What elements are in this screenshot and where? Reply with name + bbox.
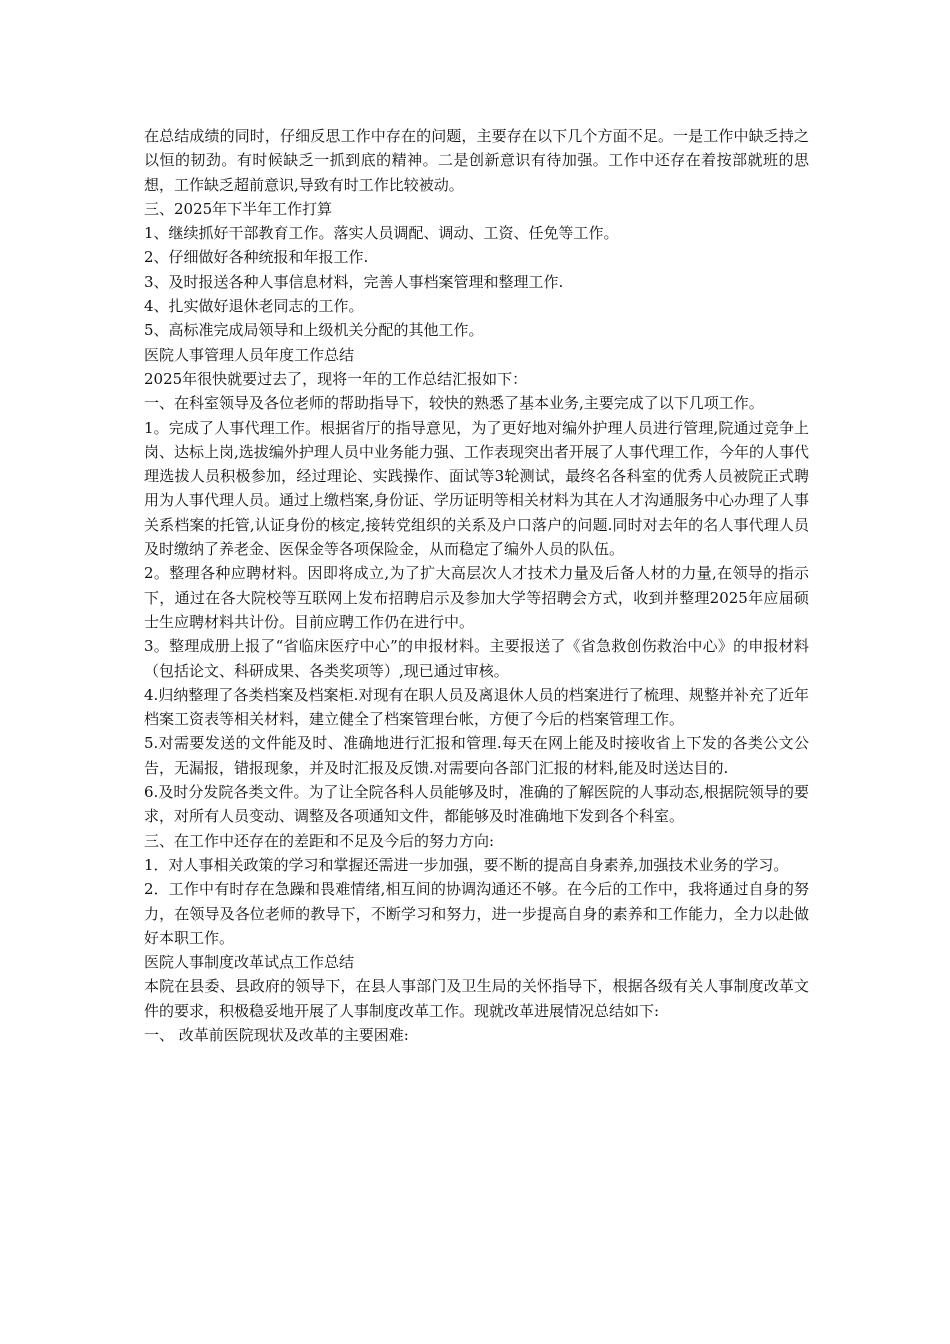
heading-section-three: 三、在工作中还存在的差距和不足及今后的努力方向: [144, 831, 495, 850]
heading-section-one: 一、在科室领导及各位老师的帮助指导下，较快的熟悉了基本业务,主要完成了以下几项工作。 [144, 394, 764, 413]
list-item: 4.归纳整理了各类档案及档案柜.对现有在职人员及离退休人员的档案进行了梳理、规整并补充了近年档案工资表等相关材料，建立健全了档案管理台帐，方便了今后的档案管理工作。 [144, 685, 809, 729]
list-item: 1、继续抓好干部教育工作。落实人员调配、调动、工资、任免等工作。 [144, 224, 619, 243]
heading-reform-one: 一、 改革前医院现状及改革的主要困难: [144, 1025, 409, 1044]
list-item: 2。整理各种应聘材料。因即将成立,为了扩大高层次人才技术力量及后备人材的力量,在领导的指示下，通过在各大院校等互联网上发布招聘启示及参加大学等招聘会方式，收到并整理2025年应届硕士生应聘材料共计份。目前应聘工作仍在进行中。 [144, 564, 809, 631]
list-item: 1．对人事相关政策的学习和掌握还需进一步加强，要不断的提高自身素养,加强技术业务的学习。 [144, 855, 789, 874]
paragraph-shortcomings: 在总结成绩的同时，仔细反思工作中存在的问题，主要存在以下几个方面不足。一是工作中缺乏持之以恒的韧劲。有时候缺乏一抓到底的精神。二是创新意识有待加强。工作中还存在着按部就班的思想，工作缺乏超前意识,导致有时工作比较被动。 [144, 127, 809, 194]
paragraph-reform-intro: 本院在县委、县政府的领导下，在县人事部门及卫生局的关怀指导下，根据各级有关人事制度改革文件的要求，积极稳妥地开展了人事制度改革工作。现就改革进展情况总结如下: [144, 977, 809, 1020]
list-item: 6.及时分发院各类文件。为了让全院各科人员能够及时，准确的了解医院的人事动态,根据院领导的要求，对所有人员变动、调整及各项通知文件，都能够及时准确地下发到各个科室。 [144, 783, 809, 826]
list-item: 3。整理成册上报了“省临床医疗中心”的申报材料。主要报送了《省急救创伤救治中心》的申报材料（包括论文、科研成果、各类奖项等）,现已通过审核。 [144, 637, 809, 680]
list-item: 4、扎实做好退休老同志的工作。 [144, 297, 364, 316]
list-item: 5、高标准完成局领导和上级机关分配的其他工作。 [144, 321, 484, 340]
section-title: 医院人事管理人员年度工作总结 [144, 345, 355, 364]
heading-plan: 三、2025年下半年工作打算 [144, 199, 333, 218]
list-item: 2、仔细做好各种统报和年报工作. [144, 248, 369, 267]
document-body [144, 124, 809, 1047]
paragraph-intro: 2025年很快就要过去了，现将一年的工作总结汇报如下： [144, 369, 528, 388]
list-item: 3、及时报送各种人事信息材料，完善人事档案管理和整理工作. [144, 272, 564, 291]
section-title: 医院人事制度改革试点工作总结 [144, 953, 355, 972]
list-item: 1。完成了人事代理工作。根据省厅的指导意见，为了更好地对编外护理人员进行管理,院通过竞争上岗、达标上岗,选拔编外护理人员中业务能力强、工作表现突出者开展了人事代理工作，今年的人事代理选拔人员积极参加，经过理论、实践操作、面试等3轮测试，最终名各科室的优秀人员被院正式聘用为人事代理人员。通过上缴档案,身份证、学历证明等相关材料为其在人才沟通服务中心办理了人事关系档案的托管,认证身份的核定,接转党组织的关系及户口落户的问题.同时对去年的名人事代理人员及时缴纳了养老金、医保金等各项保险金，从而稳定了编外人员的队伍。 [144, 418, 809, 559]
list-item: 2．工作中有时存在急躁和畏难情绪,相互间的协调沟通还不够。在今后的工作中，我将通过自身的努力，在领导及各位老师的教导下，不断学习和努力，进一步提高自身的素养和工作能力，全力以赴做好本职工作。 [144, 880, 809, 947]
list-item: 5.对需要发送的文件能及时、准确地进行汇报和管理.每天在网上能及时接收省上下发的各类公文公告，无漏报，错报现象，并及时汇报及反馈.对需要向各部门汇报的材料,能及时送达目的. [144, 734, 809, 777]
